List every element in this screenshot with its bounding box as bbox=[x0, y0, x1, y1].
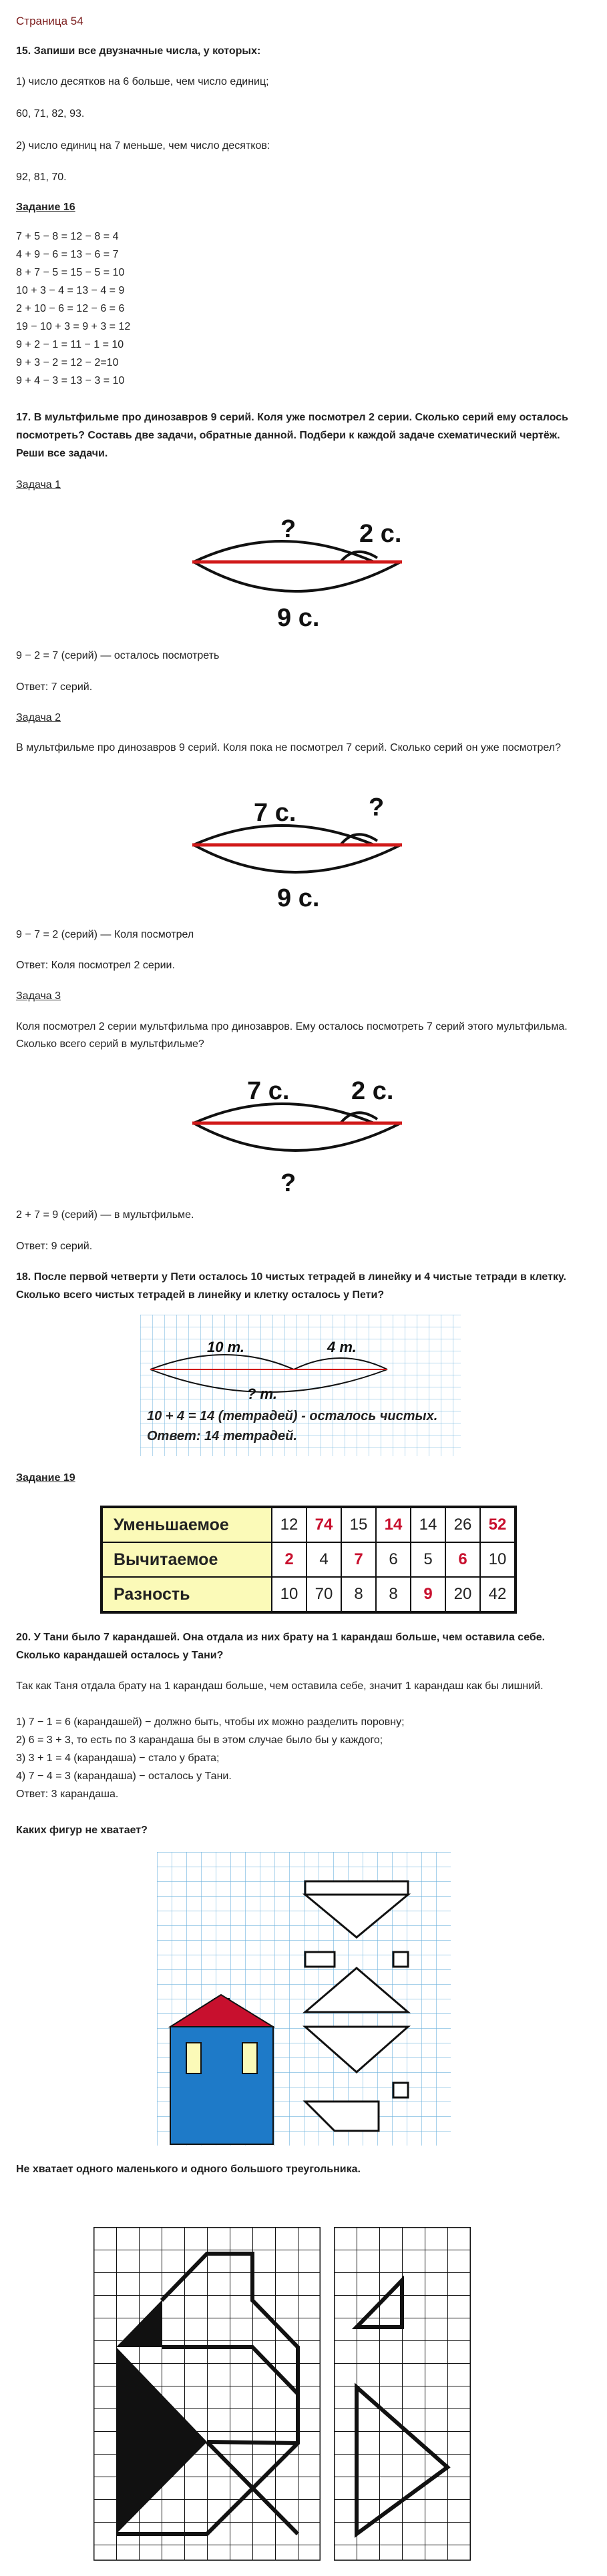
task17-z3-answer: Ответ: 9 серий. bbox=[16, 1241, 93, 1252]
task17-z3-diagram bbox=[180, 1064, 421, 1205]
z2-bottom: 9 с. bbox=[277, 884, 320, 912]
cell: 10 bbox=[480, 1542, 516, 1577]
cell: 8 bbox=[341, 1577, 376, 1612]
task15-title: 15. Запиши все двузначные числа, у которых: bbox=[16, 45, 261, 57]
task16-line: 2 + 10 − 6 = 12 − 6 = 6 bbox=[16, 303, 125, 314]
window bbox=[242, 2043, 257, 2073]
figures-answer: Не хватает одного маленького и одного большого треугольника. bbox=[16, 2164, 361, 2175]
page-title-link[interactable]: Страница 54 bbox=[16, 15, 83, 27]
window bbox=[186, 2043, 201, 2073]
t18-right: 4 т. bbox=[327, 1339, 357, 1355]
z3-bottom: ? bbox=[280, 1169, 296, 1197]
task16-line: 10 + 3 − 4 = 13 − 4 = 9 bbox=[16, 285, 125, 296]
cell: 12 bbox=[272, 1507, 307, 1542]
task20-line: Так как Таня отдала брату на 1 карандаш больше, чем оставила себе, значит 1 карандаш как бы лишний. bbox=[16, 1680, 544, 1692]
task15-cond2: 2) число единиц на 7 меньше, чем число десятков: bbox=[16, 140, 270, 151]
task17-z1-diagram bbox=[180, 507, 421, 641]
task20-lines bbox=[16, 1678, 587, 1804]
task17-z3-title: Задача 3 bbox=[16, 990, 61, 1002]
cell: 14 bbox=[411, 1507, 445, 1542]
task18-diagram bbox=[140, 1315, 461, 1456]
task20-line: 2) 6 = 3 + 3, то есть по 3 карандаша бы в этом случае было бы у каждого; bbox=[16, 1734, 383, 1746]
cell: 9 bbox=[411, 1577, 445, 1612]
figures-grid-picture bbox=[157, 1852, 451, 2146]
figures-question: Каких фигур не хватает? bbox=[16, 1825, 148, 1836]
task16-title: Задание 16 bbox=[16, 202, 75, 213]
task17-z2-diagram bbox=[180, 786, 421, 923]
task16-line: 9 + 3 − 2 = 12 − 2=10 bbox=[16, 357, 119, 368]
task20-line: 4) 7 − 4 = 3 (карандаша) − осталось у Тани. bbox=[16, 1770, 232, 1782]
cell: 15 bbox=[341, 1507, 376, 1542]
z2-top-left: 7 с. bbox=[254, 799, 296, 827]
task20-line: 1) 7 − 1 = 6 (карандашей) − должно быть, чтобы их можно разделить поровну; bbox=[16, 1716, 405, 1728]
cell: 42 bbox=[480, 1577, 516, 1612]
t18-left: 10 т. bbox=[207, 1339, 244, 1355]
task20-title: 20. У Тани было 7 карандашей. Она отдала из них брату на 1 карандаш больше, чем оставила себе. Сколько карандашей осталось у Тани? bbox=[16, 1632, 546, 1661]
cell: 52 bbox=[480, 1507, 516, 1542]
task16-line: 9 + 2 − 1 = 11 − 1 = 10 bbox=[16, 339, 124, 350]
task17-z1-solution: 9 − 2 = 7 (серий) — осталось посмотреть bbox=[16, 650, 220, 661]
task15-cond1: 1) число десятков на 6 больше, чем число единиц; bbox=[16, 76, 269, 87]
task20-line: Ответ: 3 карандаша. bbox=[16, 1789, 119, 1800]
row-label: Вычитаемое bbox=[102, 1542, 272, 1577]
task17-z3-text: Коля посмотрел 2 серии мультфильма про динозавров. Ему осталось посмотреть 7 серий этого мультфильма. Сколько всего серий в мультфильме? bbox=[16, 1021, 568, 1050]
cell: 6 bbox=[376, 1542, 411, 1577]
table-row bbox=[102, 1542, 516, 1577]
cell: 70 bbox=[307, 1577, 341, 1612]
cell: 26 bbox=[445, 1507, 480, 1542]
t18-solution: 10 + 4 = 14 (тетрадей) - осталось чистых. bbox=[147, 1409, 438, 1423]
z3-top-right: 2 с. bbox=[351, 1077, 394, 1105]
row-label: Уменьшаемое bbox=[102, 1507, 272, 1542]
task17-z3-solution: 2 + 7 = 9 (серий) — в мультфильме. bbox=[16, 1209, 194, 1221]
table-row bbox=[102, 1507, 516, 1542]
z1-top-left: ? bbox=[280, 515, 296, 543]
cell: 5 bbox=[411, 1542, 445, 1577]
table-row bbox=[102, 1577, 516, 1612]
cell: 2 bbox=[272, 1542, 307, 1577]
task16-line: 4 + 9 − 6 = 13 − 6 = 7 bbox=[16, 249, 119, 260]
grid-figure-right bbox=[334, 2227, 471, 2561]
t18-answer: Ответ: 14 тетрадей. bbox=[147, 1429, 297, 1443]
task18-title: 18. После первой четверти у Пети осталось 10 чистых тетрадей в линейку и 4 чистые тетради в клетку. Сколько всего чистых тетрадей в линейку и клетку осталось у Пети? bbox=[16, 1271, 566, 1301]
grid-figure-left bbox=[93, 2227, 321, 2561]
task16-line: 19 − 10 + 3 = 9 + 3 = 12 bbox=[16, 321, 131, 332]
cell: 6 bbox=[445, 1542, 480, 1577]
task17-z1-title: Задача 1 bbox=[16, 479, 61, 491]
task15-ans2: 92, 81, 70. bbox=[16, 172, 67, 183]
task16-line: 7 + 5 − 8 = 12 − 8 = 4 bbox=[16, 231, 119, 242]
z1-top-right: 2 с. bbox=[359, 520, 402, 548]
task17-z2-solution: 9 − 7 = 2 (серий) — Коля посмотрел bbox=[16, 929, 194, 940]
task17-z2-text: В мультфильме про динозавров 9 серий. Коля пока не посмотрел 7 серий. Сколько серий он уже посмотрел? bbox=[16, 742, 562, 753]
task17-z1-answer: Ответ: 7 серий. bbox=[16, 681, 93, 693]
row-label: Разность bbox=[102, 1577, 272, 1612]
cell: 8 bbox=[376, 1577, 411, 1612]
cell: 4 bbox=[307, 1542, 341, 1577]
task20-line: 3) 3 + 1 = 4 (карандаша) − стало у брата; bbox=[16, 1752, 220, 1764]
task17-z2-answer: Ответ: Коля посмотрел 2 серии. bbox=[16, 960, 175, 971]
task16-line: 8 + 7 − 5 = 15 − 5 = 10 bbox=[16, 267, 125, 278]
z3-top-left: 7 с. bbox=[247, 1077, 290, 1105]
z1-bottom: 9 с. bbox=[277, 604, 320, 632]
cell: 14 bbox=[376, 1507, 411, 1542]
cell: 10 bbox=[272, 1577, 307, 1612]
cell: 20 bbox=[445, 1577, 480, 1612]
task17-title: 17. В мультфильме про динозавров 9 серий. Коля уже посмотрел 2 серии. Сколько серий ему осталось посмотреть? Составь две задачи, обратные данной. Подбери к каждой задаче схематический чертёж. Реши все задачи. bbox=[16, 412, 569, 459]
cell: 7 bbox=[341, 1542, 376, 1577]
task16-line: 9 + 4 − 3 = 13 − 3 = 10 bbox=[16, 375, 125, 386]
task19-table bbox=[100, 1506, 517, 1614]
task17-z2-title: Задача 2 bbox=[16, 712, 61, 723]
task16-lines bbox=[16, 228, 587, 390]
task19-title: Задание 19 bbox=[16, 1472, 75, 1484]
task15-ans1: 60, 71, 82, 93. bbox=[16, 108, 85, 119]
cell: 74 bbox=[307, 1507, 341, 1542]
z2-top-right: ? bbox=[369, 793, 385, 822]
t18-bottom: ? т. bbox=[247, 1385, 277, 1402]
